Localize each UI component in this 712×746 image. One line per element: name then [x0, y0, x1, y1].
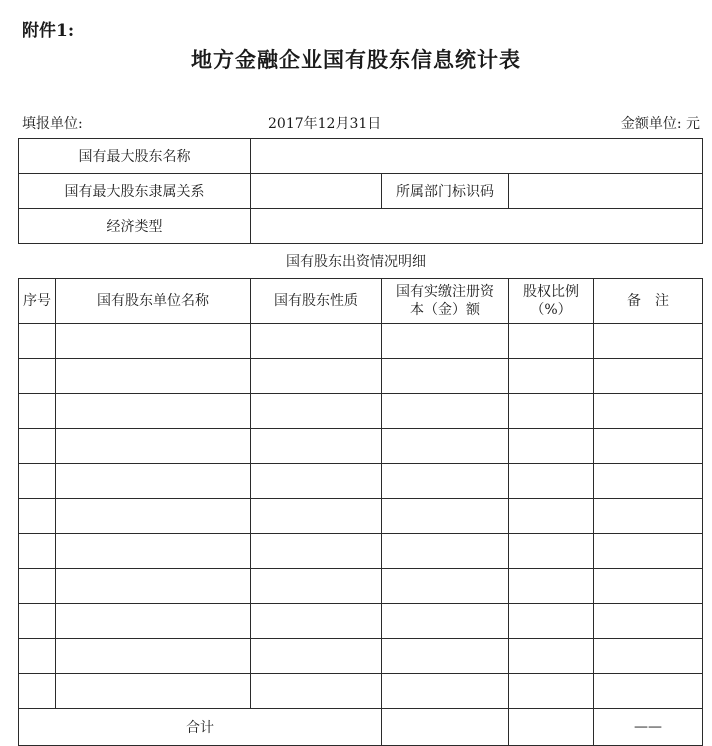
- remark-cell[interactable]: [594, 639, 703, 674]
- seq-cell[interactable]: [19, 569, 56, 604]
- table-row: [19, 464, 703, 499]
- shareholder-nature-cell[interactable]: [251, 569, 382, 604]
- seq-cell[interactable]: [19, 534, 56, 569]
- fill-unit-label: 填报单位:: [22, 116, 83, 132]
- paid-in-capital-cell[interactable]: [382, 639, 509, 674]
- paid-in-capital-cell[interactable]: [382, 464, 509, 499]
- attachment-label: 附件1:: [22, 21, 75, 41]
- shareholder-nature-cell[interactable]: [251, 499, 382, 534]
- header-paid-in-capital: [382, 279, 509, 324]
- header-remark: 备 注: [594, 279, 703, 324]
- remark-cell[interactable]: [594, 569, 703, 604]
- table-row: [19, 324, 703, 359]
- shareholder-nature-cell[interactable]: [251, 674, 382, 709]
- equity-ratio-cell[interactable]: [509, 429, 594, 464]
- equity-ratio-cell[interactable]: [509, 464, 594, 499]
- seq-cell[interactable]: [19, 499, 56, 534]
- seq-cell[interactable]: [19, 429, 56, 464]
- shareholder-name-cell[interactable]: [56, 324, 251, 359]
- largest-shareholder-label: 国有最大股东名称: [19, 139, 251, 174]
- paid-in-capital-cell[interactable]: [382, 429, 509, 464]
- total-capital-cell[interactable]: [382, 709, 509, 746]
- paid-in-capital-cell[interactable]: [382, 499, 509, 534]
- department-code-value[interactable]: [509, 174, 703, 209]
- equity-ratio-cell[interactable]: [509, 639, 594, 674]
- header-equity-ratio-line2: （%）: [530, 302, 572, 318]
- table-row: [19, 534, 703, 569]
- economic-type-value[interactable]: [251, 209, 703, 244]
- info-row-largest-shareholder: [19, 139, 703, 174]
- shareholder-nature-cell[interactable]: [251, 429, 382, 464]
- report-date: 2017年12月31日: [268, 116, 382, 132]
- shareholder-name-cell[interactable]: [56, 499, 251, 534]
- detail-table-title: 国有股东出资情况明细: [286, 254, 426, 270]
- affiliation-value[interactable]: [251, 174, 382, 209]
- header-paid-in-capital-line2: 本（金）额: [410, 302, 480, 318]
- remark-cell[interactable]: [594, 604, 703, 639]
- header-equity-ratio-line1: 股权比例: [523, 284, 579, 300]
- table-row: [19, 569, 703, 604]
- paid-in-capital-cell[interactable]: [382, 604, 509, 639]
- seq-cell[interactable]: [19, 394, 56, 429]
- seq-cell[interactable]: [19, 604, 56, 639]
- remark-cell[interactable]: [594, 324, 703, 359]
- capital-detail-table: [18, 278, 703, 746]
- equity-ratio-cell[interactable]: [509, 359, 594, 394]
- equity-ratio-cell[interactable]: [509, 534, 594, 569]
- shareholder-nature-cell[interactable]: [251, 394, 382, 429]
- seq-cell[interactable]: [19, 464, 56, 499]
- table-row: [19, 604, 703, 639]
- seq-cell[interactable]: [19, 639, 56, 674]
- paid-in-capital-cell[interactable]: [382, 394, 509, 429]
- shareholder-info-table: [18, 138, 703, 244]
- table-row: [19, 429, 703, 464]
- largest-shareholder-value[interactable]: [251, 139, 703, 174]
- shareholder-name-cell[interactable]: [56, 394, 251, 429]
- table-row: [19, 674, 703, 709]
- remark-cell[interactable]: [594, 429, 703, 464]
- remark-cell[interactable]: [594, 674, 703, 709]
- money-unit-label: 金额单位: 元: [620, 116, 700, 132]
- header-shareholder-nature: 国有股东性质: [251, 279, 382, 324]
- shareholder-nature-cell[interactable]: [251, 324, 382, 359]
- shareholder-name-cell[interactable]: [56, 674, 251, 709]
- equity-ratio-cell[interactable]: [509, 604, 594, 639]
- remark-cell[interactable]: [594, 464, 703, 499]
- paid-in-capital-cell[interactable]: [382, 324, 509, 359]
- total-label: 合计: [19, 709, 382, 746]
- affiliation-label: 国有最大股东隶属关系: [19, 174, 251, 209]
- paid-in-capital-cell[interactable]: [382, 569, 509, 604]
- remark-cell[interactable]: [594, 534, 703, 569]
- total-row: [19, 709, 703, 746]
- shareholder-nature-cell[interactable]: [251, 464, 382, 499]
- page-title: 地方金融企业国有股东信息统计表: [191, 47, 521, 72]
- equity-ratio-cell[interactable]: [509, 569, 594, 604]
- shareholder-name-cell[interactable]: [56, 464, 251, 499]
- header-seq: 序号: [19, 279, 56, 324]
- header-paid-in-capital-line1: 国有实缴注册资: [396, 284, 494, 300]
- table-row: [19, 499, 703, 534]
- equity-ratio-cell[interactable]: [509, 674, 594, 709]
- shareholder-nature-cell[interactable]: [251, 604, 382, 639]
- info-row-affiliation: [19, 174, 703, 209]
- paid-in-capital-cell[interactable]: [382, 359, 509, 394]
- equity-ratio-cell[interactable]: [509, 324, 594, 359]
- economic-type-label: 经济类型: [19, 209, 251, 244]
- detail-header-row: [19, 279, 703, 324]
- table-row: [19, 639, 703, 674]
- header-equity-ratio: [509, 279, 594, 324]
- shareholder-name-cell[interactable]: [56, 604, 251, 639]
- shareholder-nature-cell[interactable]: [251, 639, 382, 674]
- total-remark: ——: [594, 709, 703, 746]
- remark-cell[interactable]: [594, 394, 703, 429]
- seq-cell[interactable]: [19, 674, 56, 709]
- seq-cell[interactable]: [19, 324, 56, 359]
- total-ratio-cell[interactable]: [509, 709, 594, 746]
- table-row: [19, 394, 703, 429]
- equity-ratio-cell[interactable]: [509, 394, 594, 429]
- shareholder-name-cell[interactable]: [56, 429, 251, 464]
- shareholder-name-cell[interactable]: [56, 639, 251, 674]
- paid-in-capital-cell[interactable]: [382, 674, 509, 709]
- remark-cell[interactable]: [594, 499, 703, 534]
- shareholder-name-cell[interactable]: [56, 534, 251, 569]
- detail-table-body: [19, 324, 703, 709]
- equity-ratio-cell[interactable]: [509, 499, 594, 534]
- shareholder-name-cell[interactable]: [56, 569, 251, 604]
- shareholder-name-cell[interactable]: [56, 359, 251, 394]
- info-row-economic-type: [19, 209, 703, 244]
- shareholder-nature-cell[interactable]: [251, 534, 382, 569]
- remark-cell[interactable]: [594, 359, 703, 394]
- table-row: [19, 359, 703, 394]
- department-code-label: 所属部门标识码: [382, 174, 509, 209]
- paid-in-capital-cell[interactable]: [382, 534, 509, 569]
- seq-cell[interactable]: [19, 359, 56, 394]
- shareholder-nature-cell[interactable]: [251, 359, 382, 394]
- header-shareholder-name: 国有股东单位名称: [56, 279, 251, 324]
